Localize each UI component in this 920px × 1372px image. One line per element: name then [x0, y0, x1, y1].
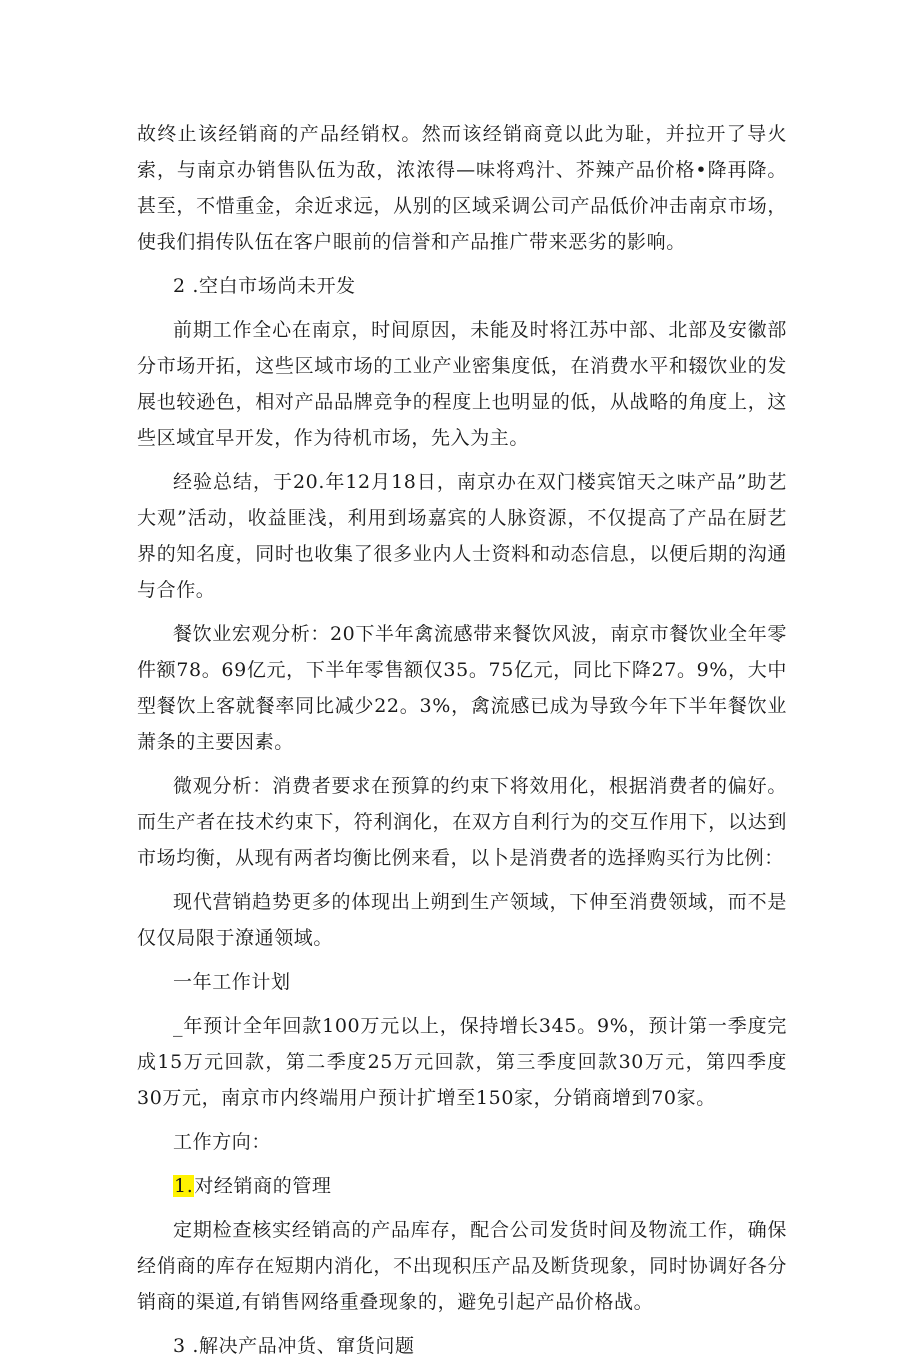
- heading-annual-plan: 一年工作计划: [173, 971, 291, 993]
- paragraph-unexploited-market: 前期工作全心在南京，时间原因，未能及时将江苏中部、北部及安徽部分市场开拓，这些区域市场的工业产业密集度低，在消费水平和辍饮业的发展也较逊色，相对产品品牌竞争的程度上也明显的低，从战略的角度上，这些区域宜早开发，作为待机市场，先入为主。: [137, 319, 787, 449]
- section-heading-2: 2 .空白市场尚未开发: [173, 275, 356, 297]
- section-heading-3: 3 .解决产品冲货、窜货问题: [173, 1335, 415, 1357]
- paragraph-marketing-trend: 现代营销趋势更多的体现出上朔到生产领域，下伸至消费领域，而不是仅仅局限于潦通领域。: [137, 891, 787, 949]
- document-body: [137, 116, 787, 1372]
- list-item-1: [137, 1168, 787, 1204]
- paragraph-experience-summary: 经验总结，于20.年12月18日，南京办在双门楼宾馆天之味产品”助艺大观”活动，收益匪浅，利用到场嘉宾的人脉资源，不仅提高了产品在厨艺界的知名度，同时也收集了很多业内人士资料和动态信息，以便后期的沟通与合作。: [137, 471, 787, 601]
- paragraph-annual-targets: _年预计全年回款100万元以上，保持增长345。9%，预计第一季度完成15万元回款，第二季度25万元回款，第三季度回款30万元，第四季度30万元，南京市内终端用户预计扩增至150家，分销商增到70家。: [137, 1015, 787, 1109]
- paragraph-micro-analysis: 微观分析：消费者要求在预算的约束下将效用化，根据消费者的偏好。而生产者在技术约束下，符利润化，在双方自利行为的交互作用下，以达到市场均衡，从现有两者均衡比例来看，以卜是消费者的选择购买行为比例：: [137, 775, 787, 869]
- heading-work-direction: 工作方向：: [173, 1131, 272, 1153]
- list-item-1-text: 对经销商的管理: [194, 1175, 332, 1197]
- paragraph-continuation: 故终止该经销商的产品经销权。然而该经销商竟以此为耻，并拉开了导火索，与南京办销售队伍为敌，浓浓得—味将鸡汁、芥辣产品价格•降再降。甚至，不惜重金，余近求远，从别的区域采调公司产品低价冲击南京市场，使我们捐传队伍在客户眼前的信誉和产品推广带来恶劣的影响。: [137, 123, 787, 253]
- highlighted-number: 1.: [174, 1175, 194, 1197]
- paragraph-dealer-management: 定期检查核实经销高的产品库存，配合公司发货时间及物流工作，确保经俏商的库存在短期内消化，不出现积压产品及断货现象，同时协调好各分销商的渠道,有销售网络重叠现象的，避免引起产品价格战。: [137, 1219, 787, 1313]
- paragraph-macro-analysis: 餐饮业宏观分析：20下半年禽流感带来餐饮风波，南京市餐饮业全年零件额78。69亿元，下半年零售额仅35。75亿元，同比下降27。9%，大中型餐饮上客就餐率同比减少22。3%，禽流感已成为导致今年下半年餐饮业萧条的主要因素。: [137, 623, 787, 753]
